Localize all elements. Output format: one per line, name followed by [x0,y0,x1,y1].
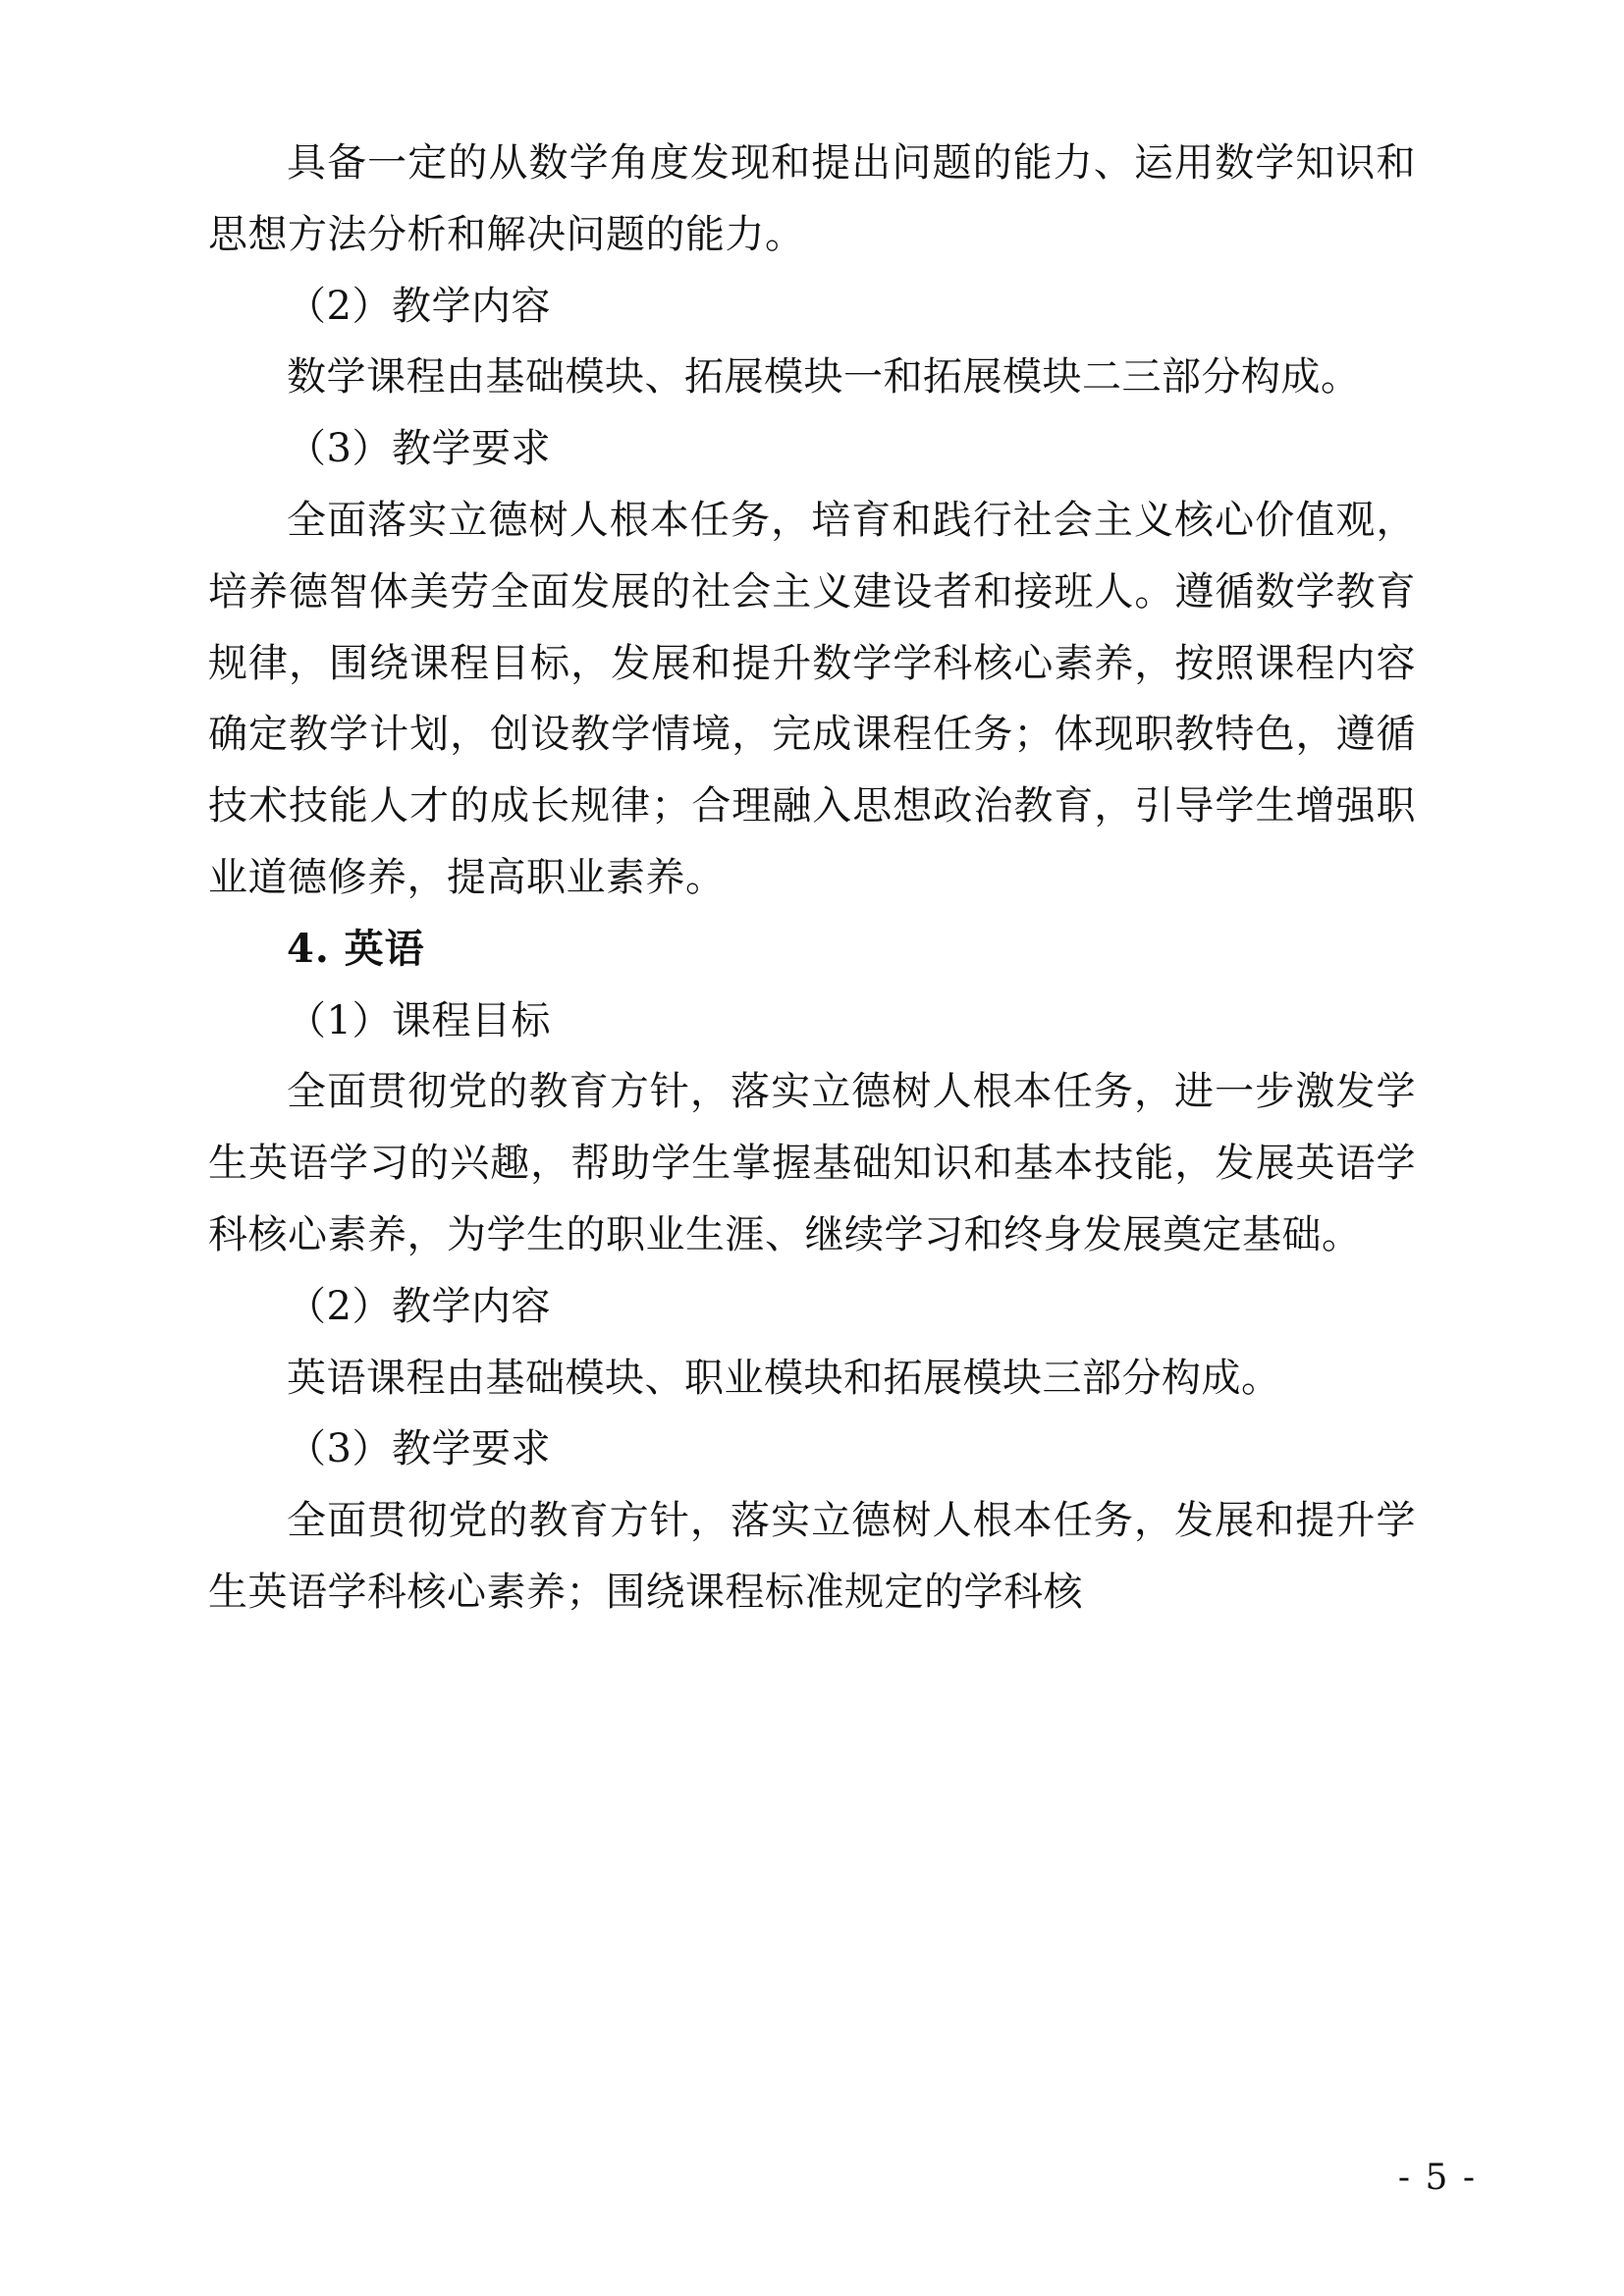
paragraph-math-content-body: 数学课程由基础模块、拓展模块一和拓展模块二三部分构成。 [287,354,1361,400]
section-heading-english: 4. 英语 [287,925,425,972]
paragraph-english-content-heading: （2）教学内容 [287,1283,551,1329]
paragraph-math-requirement-heading: （3）教学要求 [287,426,551,472]
paragraph-english-objective-body: 全面贯彻党的教育方针，落实立德树人根本任务，进一步激发学生英语学习的兴趣，帮助学生掌握基础知识和基本技能，发展英语学科核心素养，为学生的职业生涯、继续学习和终身发展奠定基础。 [208,1069,1416,1257]
page-body [208,128,1416,1629]
paragraph-math-content-heading: （2）教学内容 [287,283,551,329]
paragraph-english-content-body: 英语课程由基础模块、职业模块和拓展模块三部分构成。 [287,1355,1281,1401]
paragraph-math-ability: 具备一定的从数学角度发现和提出问题的能力、运用数学知识和思想方法分析和解决问题的能力。 [208,140,1416,257]
page-number: - 5 - [1397,2158,1477,2198]
paragraph-english-objective-heading: （1）课程目标 [287,997,551,1043]
paragraph-math-requirement-body: 全面落实立德树人根本任务，培育和践行社会主义核心价值观，培养德智体美劳全面发展的社会主义建设者和接班人。遵循数学教育规律，围绕课程目标，发展和提升数学学科核心素养，按照课程内容确定教学计划，创设教学情境，完成课程任务；体现职教特色，遵循技术技能人才的成长规律；合理融入思想政治教育，引导学生增强职业道德修养，提高职业素养。 [208,497,1416,900]
paragraph-english-requirement-body: 全面贯彻党的教育方针，落实立德树人根本任务，发展和提升学生英语学科核心素养；围绕课程标准规定的学科核 [208,1498,1416,1615]
paragraph-english-requirement-heading: （3）教学要求 [287,1426,551,1472]
